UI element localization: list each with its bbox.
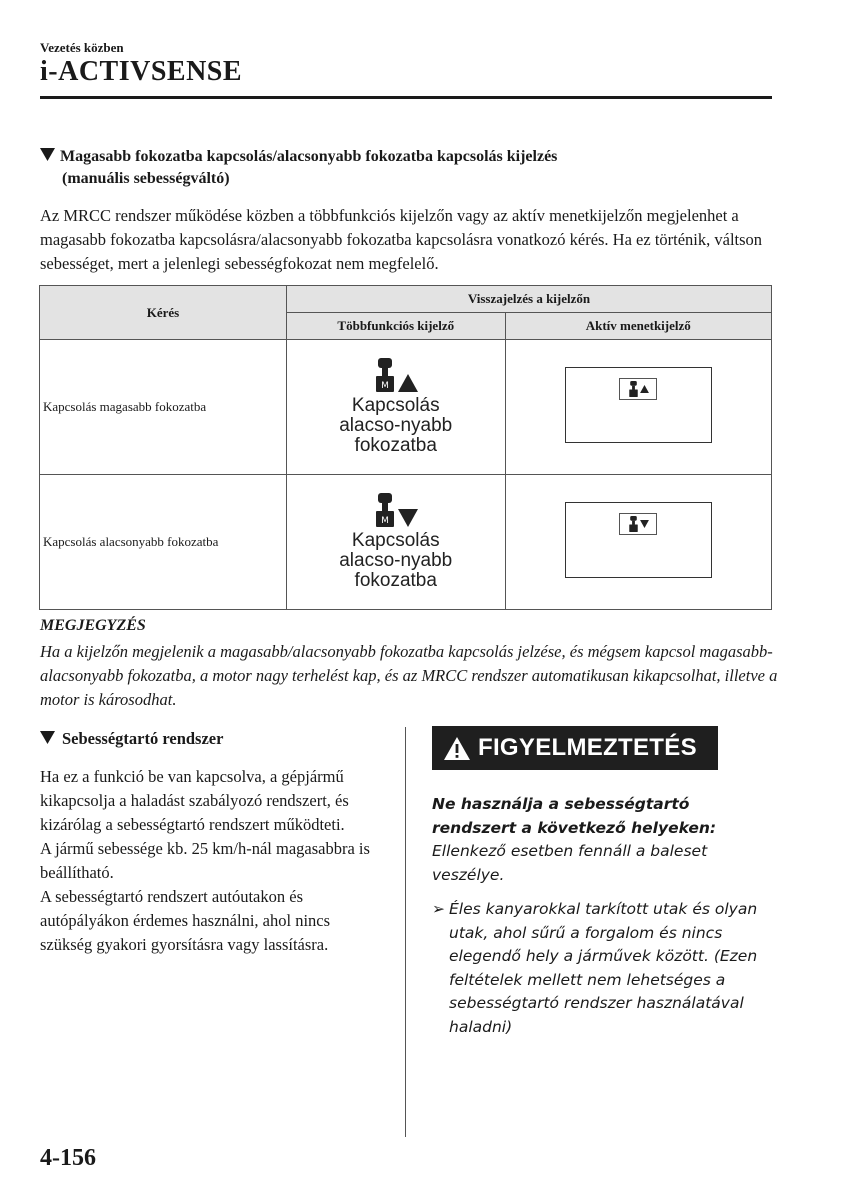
warning-label: FIGYELMEZTETÉS bbox=[478, 734, 697, 761]
warning-triangle-icon bbox=[444, 737, 470, 760]
page-title: i-ACTIVSENSE bbox=[40, 56, 243, 87]
active-display-upshift bbox=[565, 367, 712, 443]
header-divider bbox=[40, 96, 772, 99]
row-request-label: Kapcsolás magasabb fokozatba bbox=[40, 340, 287, 475]
cruise-paragraph: Ha ez a funkció be van kapcsolva, a gépjármű kikapcsolja a haladást szabályozó rendszert, és kizárólag a sebességtartó rendszert működteti. bbox=[40, 767, 349, 834]
svg-text:M: M bbox=[380, 516, 389, 526]
table-header-multi: Többfunkciós kijelző bbox=[287, 313, 506, 340]
svg-text:M: M bbox=[380, 381, 389, 391]
gear-shift-lever-icon bbox=[628, 381, 639, 397]
warning-lead-text: Ellenkező esetben fennáll a baleset veszélye. bbox=[432, 842, 708, 884]
cruise-paragraph: A jármű sebessége kb. 25 km/h-nál magasabbra is beállítható. bbox=[40, 839, 370, 882]
triangle-down-icon bbox=[40, 729, 62, 749]
section-label: Vezetés közben bbox=[40, 40, 124, 55]
multi-display-cell bbox=[287, 475, 506, 610]
warning-banner bbox=[432, 726, 718, 770]
bullet-arrow-icon: ➢ bbox=[432, 900, 445, 918]
active-display-cell bbox=[505, 475, 771, 610]
cruise-paragraph: A sebességtartó rendszert autóutakon és autópályákon érdemes használni, ahol nincs szükség gyakori gyorsításra vagy lassításra. bbox=[40, 887, 331, 954]
cruise-heading-text: Sebességtartó rendszer bbox=[62, 729, 224, 748]
shift-heading-line1: Magasabb fokozatba kapcsolás/alacsonyabb fokozatba kapcsolás kijelzés bbox=[60, 148, 558, 165]
gear-shift-lever-icon bbox=[374, 493, 396, 527]
arrow-down-icon bbox=[398, 509, 418, 527]
row-request-label: Kapcsolás alacsonyabb fokozatba bbox=[40, 475, 287, 610]
warning-bullet-text: Éles kanyarokkal tarkított utak és olyan utak, ahol sűrű a forgalom és nincs elegendő hely a járművek között. (Ezen feltételek mellett nem lehetséges a sebességtartó rendszer használatával haladni) bbox=[449, 900, 758, 1036]
gear-shift-lever-icon bbox=[374, 358, 396, 392]
warning-body bbox=[432, 793, 772, 887]
cruise-text bbox=[40, 765, 385, 957]
shift-paragraph: Az MRCC rendszer működése közben a többfunkciós kijelzőn vagy az aktív menetkijelzőn megjelenhet a magasabb fokozatba kapcsolásra/alacsonyabb fokozatba kapcsolásra vonatkozó kérés. Ha ez történik, váltson sebességet, mert a jelenlegi sebességfokozat nem megfelelő. bbox=[40, 206, 763, 273]
warning-bullet bbox=[432, 898, 772, 1039]
arrow-up-icon bbox=[398, 374, 418, 392]
warning-lead-bold: Ne használja a sebességtartó rendszert a következő helyeken: bbox=[432, 795, 717, 837]
shift-request-table bbox=[39, 285, 772, 610]
table-header-request: Kérés bbox=[40, 286, 287, 340]
active-display-downshift bbox=[565, 502, 712, 578]
table-header-feedback: Visszajelzés a kijelzőn bbox=[287, 286, 772, 313]
active-display-cell bbox=[505, 340, 771, 475]
arrow-up-icon bbox=[640, 385, 649, 393]
table-row bbox=[40, 475, 772, 610]
triangle-down-icon bbox=[40, 146, 60, 168]
shift-section-heading bbox=[40, 146, 770, 190]
column-divider bbox=[405, 727, 406, 1137]
page-number: 4-156 bbox=[40, 1145, 96, 1171]
multi-display-upshift bbox=[336, 358, 456, 456]
multi-display-text: Kapcsolás alacso-nyabb fokozatba bbox=[339, 395, 453, 456]
arrow-down-icon bbox=[640, 520, 649, 528]
multi-display-cell bbox=[287, 340, 506, 475]
gear-shift-lever-icon bbox=[628, 516, 639, 532]
note-title: MEGJEGYZÉS bbox=[40, 617, 146, 634]
table-row bbox=[40, 340, 772, 475]
cruise-heading bbox=[40, 729, 223, 749]
multi-display-downshift bbox=[336, 493, 456, 591]
table-header-active: Aktív menetkijelző bbox=[505, 313, 771, 340]
multi-display-text: Kapcsolás alacso-nyabb fokozatba bbox=[339, 530, 453, 591]
note-text: Ha a kijelzőn megjelenik a magasabb/alacsonyabb fokozatba kapcsolás jelzése, és mégsem kapcsol magasabb-alacsonyabb fokozatba, a motor nagy terhelést kap, és az MRCC rendszer automatikusan kikapcsolhat, illetve a motor is károsodhat. bbox=[40, 642, 778, 709]
shift-heading-line2: (manuális sebességváltó) bbox=[62, 170, 230, 187]
